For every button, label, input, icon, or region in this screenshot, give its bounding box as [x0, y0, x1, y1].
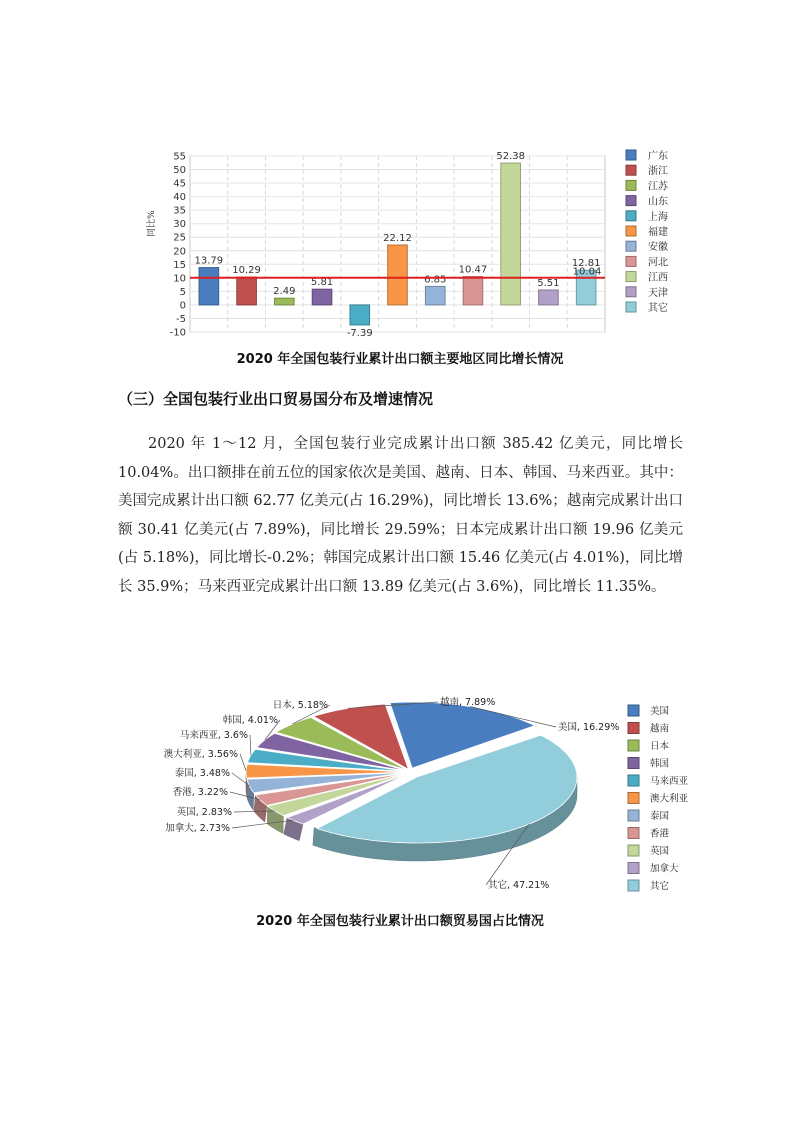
bar-value-label: 10.29	[232, 265, 261, 277]
legend-swatch	[628, 828, 639, 839]
pie-slice-label: 其它, 47.21%	[488, 880, 550, 891]
legend-label: 河北	[648, 257, 668, 269]
y-tick-label: 40	[173, 192, 186, 204]
y-tick-label: 15	[173, 259, 186, 271]
legend-swatch	[626, 287, 636, 297]
legend-swatch	[626, 226, 636, 236]
pie-slice-label: 马来西亚, 3.6%	[179, 730, 248, 741]
legend-swatch	[626, 150, 636, 160]
legend-label: 加拿大	[650, 863, 679, 875]
legend-label: 福建	[648, 227, 668, 238]
bar-value-label: 12.81	[571, 258, 601, 270]
y-tick-label: 5	[179, 286, 186, 298]
legend-swatch	[626, 211, 636, 221]
legend-label: 安徽	[648, 242, 668, 254]
bar	[275, 298, 295, 305]
legend-swatch	[628, 705, 639, 716]
bar	[388, 245, 408, 305]
bar	[425, 286, 445, 305]
bar-value-label: 22.12	[383, 233, 412, 245]
bar	[312, 289, 332, 305]
legend-swatch	[628, 793, 639, 804]
y-tick-label: 10	[173, 273, 186, 285]
legend-swatch	[628, 810, 639, 821]
bar-value-label: 13.79	[194, 255, 224, 267]
pie-slice-label: 美国, 16.29%	[558, 722, 620, 733]
body-paragraph: 2020 年 1～12 月，全国包装行业完成累计出口额 385.42 亿美元，同比增长 10.04%。出口额排在前五位的国家依次是美国、越南、日本、韩国、马来西亚。其中：美国完成累计出口额 62.77 亿美元(占 16.29%)，同比增长 13.6%；越南完成累计出口额 30.41 亿美元(占 7.89%)，同比增长 29.59%；日本完成累计出口额 19.96 亿美元(占 5.18%)，同比增长-0.2%；韩国完成累计出口额 15.46 亿美元(占 4.01%)，同比增长 35.9%；马来西亚完成累计出口额 13.89 亿美元(占 3.6%)，同比增长 11.35%。	[118, 436, 683, 595]
legend-label: 英国	[650, 846, 670, 857]
bar-value-label: 5.51	[537, 278, 560, 290]
legend-label: 江苏	[648, 181, 668, 193]
legend-label: 美国	[650, 706, 670, 717]
legend-label: 浙江	[648, 166, 668, 178]
bar	[539, 290, 559, 305]
pie-chart-caption: 2020 年全国包装行业累计出口额贸易国占比情况	[256, 914, 544, 929]
legend-label: 马来西亚	[650, 776, 689, 787]
pie-slice-label: 香港, 3.22%	[172, 787, 228, 798]
y-tick-label: 45	[173, 178, 186, 190]
pie-leader-line	[240, 754, 246, 771]
bar-value-label: -7.39	[346, 327, 373, 339]
bar	[463, 277, 483, 305]
legend-label: 越南	[650, 723, 670, 735]
legend-label: 其它	[648, 303, 668, 314]
legend-label: 香港	[650, 828, 670, 840]
legend-swatch	[626, 256, 636, 266]
y-tick-label: 50	[173, 165, 186, 177]
legend-label: 其它	[650, 881, 670, 892]
average-line-label: 10.04	[572, 266, 602, 278]
y-tick-label: 25	[173, 232, 186, 244]
y-tick-label: -5	[176, 313, 186, 325]
bar-value-label: 6.85	[424, 274, 447, 286]
pie-leader-line	[232, 820, 293, 828]
legend-label: 广东	[648, 151, 668, 162]
legend-label: 澳大利亚	[650, 793, 689, 805]
pie-slice-label: 加拿大, 2.73%	[165, 823, 230, 834]
legend-swatch	[628, 845, 639, 856]
y-tick-label: 0	[179, 300, 186, 312]
y-tick-label: 30	[173, 219, 186, 231]
pie-slice-label: 英国, 2.83%	[176, 807, 232, 818]
legend-label: 韩国	[650, 758, 670, 770]
legend-swatch	[626, 241, 636, 251]
legend-label: 江西	[648, 272, 668, 284]
y-axis-label: 同比%	[147, 210, 157, 237]
legend-swatch	[628, 723, 639, 734]
legend-swatch	[628, 740, 639, 751]
bar	[199, 268, 219, 305]
legend-label: 山东	[648, 196, 668, 208]
legend-swatch	[628, 775, 639, 786]
legend-swatch	[626, 272, 636, 282]
y-tick-label: 55	[173, 151, 186, 163]
bar-value-label: 10.47	[458, 264, 488, 276]
legend-swatch	[626, 165, 636, 175]
legend-swatch	[626, 180, 636, 190]
bar-value-label: 5.81	[310, 277, 334, 289]
bar-chart	[140, 148, 680, 343]
pie-slice-label: 越南, 7.89%	[440, 697, 496, 708]
bar-value-label: 2.49	[273, 286, 296, 298]
y-tick-label: 20	[173, 246, 186, 258]
legend-label: 上海	[648, 211, 668, 223]
legend-swatch	[626, 302, 636, 312]
legend-label: 泰国	[650, 811, 670, 822]
pie-leader-line	[250, 735, 251, 755]
y-tick-label: -10	[169, 327, 186, 339]
pie-slice-label: 澳大利亚, 3.56%	[163, 749, 238, 760]
bar	[237, 277, 257, 305]
legend-label: 天津	[648, 287, 668, 299]
legend-swatch	[628, 758, 639, 769]
bar	[501, 163, 521, 305]
bar	[350, 305, 370, 325]
pie-slice-label: 泰国, 3.48%	[174, 768, 230, 779]
pie-slice-label: 韩国, 4.01%	[222, 715, 278, 726]
bar-value-label: 52.38	[496, 151, 526, 163]
legend-swatch	[628, 880, 639, 891]
y-tick-label: 35	[173, 205, 186, 217]
legend-swatch	[628, 863, 639, 874]
bar-chart-caption: 2020 年全国包装行业累计出口额主要地区同比增长情况	[236, 352, 564, 367]
pie-slice-label: 日本, 5.18%	[272, 700, 328, 711]
section-heading: （三）全国包装行业出口贸易国分布及增速情况	[118, 390, 434, 408]
pie-chart	[150, 690, 710, 900]
legend-label: 日本	[650, 741, 670, 752]
legend-swatch	[626, 196, 636, 206]
